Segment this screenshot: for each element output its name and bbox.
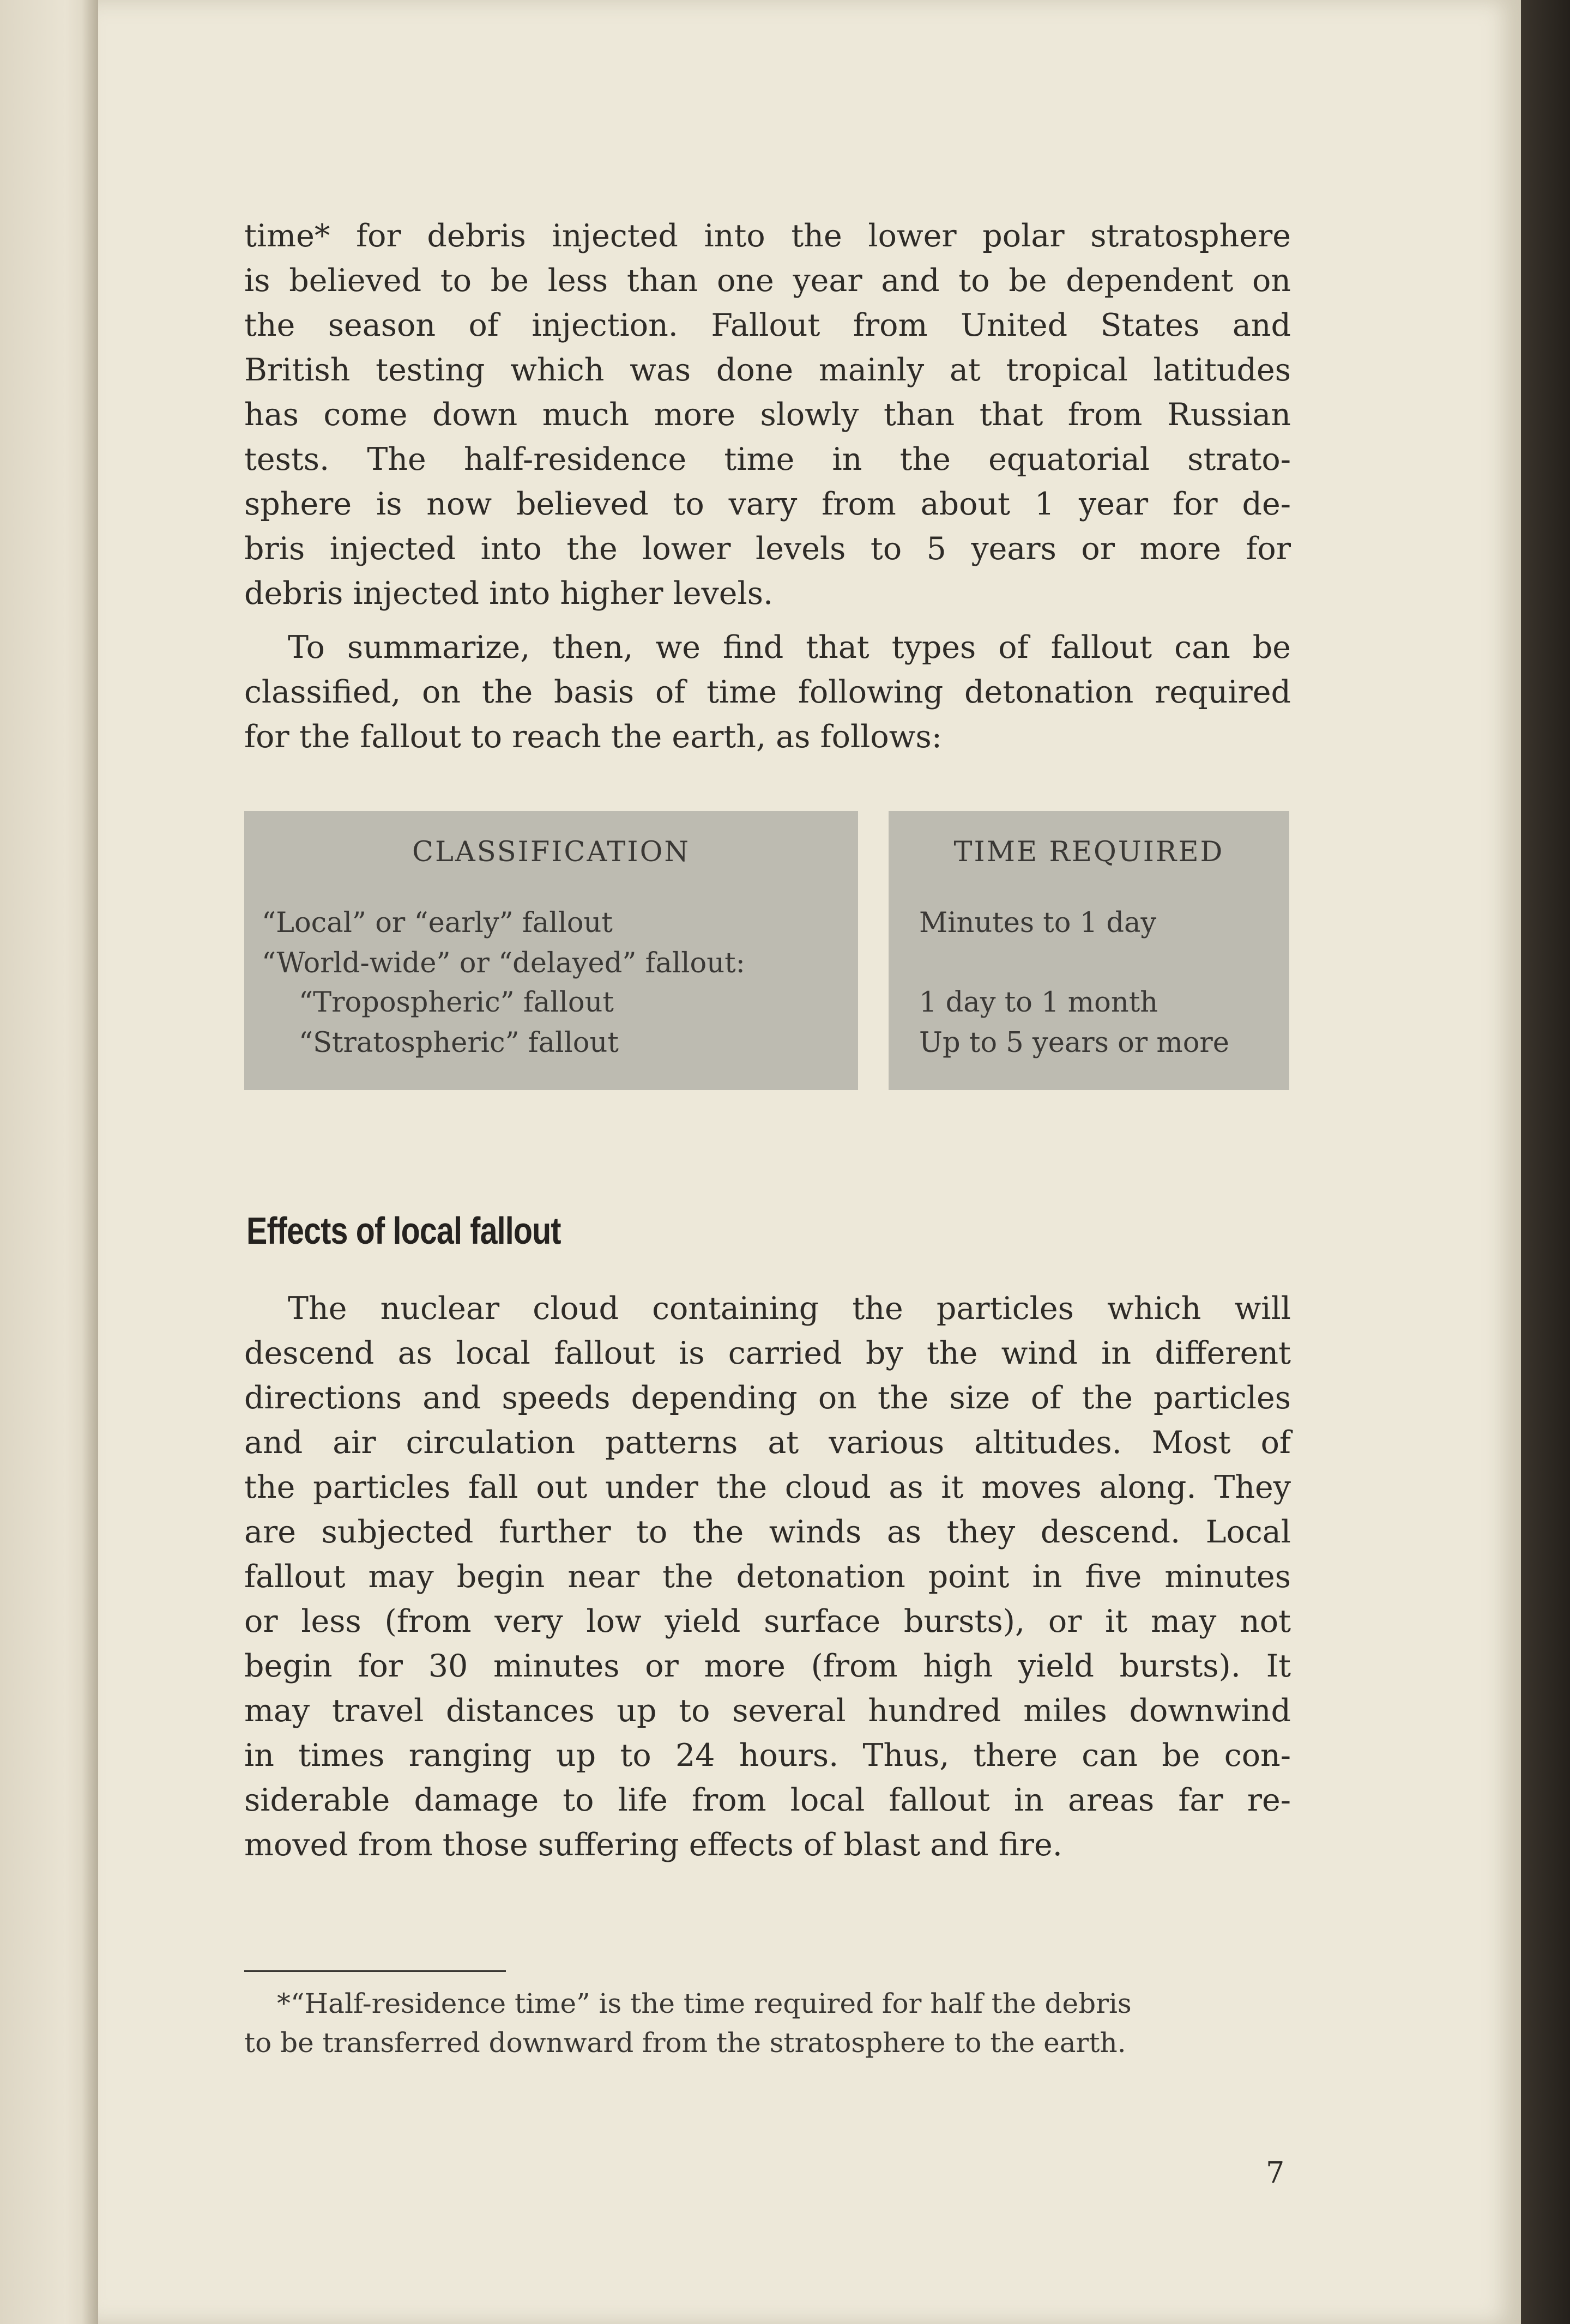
text-line: debris injected into higher levels. — [244, 576, 774, 612]
text-line: bris injected into the lower levels to 5 years or more for — [244, 531, 1291, 567]
text-line: may travel distances up to several hundred miles downwind — [244, 1693, 1291, 1729]
text-line: fallout may begin near the detonation point in five minutes — [244, 1559, 1291, 1595]
text-line: The nuclear cloud containing the particles which will — [288, 1291, 1291, 1327]
page-number: 7 — [1266, 2156, 1285, 2190]
footnote-line: to be transferred downward from the stratosphere to the earth. — [244, 2027, 1126, 2059]
text-line: has come down much more slowly than that from Russian — [244, 397, 1291, 433]
classification-cell: “World-wide” or “delayed” fallout: — [262, 947, 745, 979]
text-line: sphere is now believed to vary from about 1 year for de- — [244, 486, 1291, 522]
text-line: directions and speeds depending on the size of the particles — [244, 1380, 1291, 1416]
text-line: siderable damage to life from local fallout in areas far re- — [244, 1782, 1291, 1818]
text-line: begin for 30 minutes or more (from high yield bursts). It — [244, 1648, 1291, 1684]
text-line: is believed to be less than one year and to be dependent on — [244, 263, 1291, 299]
text-line: descend as local fallout is carried by the wind in different — [244, 1335, 1291, 1371]
paragraph-summary — [244, 625, 1291, 759]
text-line: To summarize, then, we find that types of fallout can be — [288, 630, 1291, 665]
classification-header: CLASSIFICATION — [412, 836, 691, 868]
text-line: classified, on the basis of time following detonation required — [244, 674, 1291, 710]
text-line: in times ranging up to 24 hours. Thus, there can be con- — [244, 1738, 1291, 1774]
text-line: tests. The half-residence time in the equatorial strato- — [244, 441, 1291, 477]
text-line: and air circulation patterns at various altitudes. Most of — [244, 1425, 1291, 1461]
time-required-box — [889, 811, 1289, 1090]
text-line: British testing which was done mainly at tropical latitudes — [244, 352, 1291, 388]
text-line: moved from those suffering effects of blast and fire. — [244, 1827, 1062, 1863]
text-line: the particles fall out under the cloud as it moves along. They — [244, 1469, 1291, 1505]
footnote-line: *“Half-residence time” is the time required for half the debris — [277, 1988, 1132, 2019]
paragraph-local-fallout — [244, 1286, 1291, 1867]
text-line: time* for debris injected into the lower polar stratosphere — [244, 218, 1291, 254]
time-cell: Up to 5 years or more — [919, 1027, 1229, 1059]
time-cell: Minutes to 1 day — [919, 907, 1157, 939]
time-required-header: TIME REQUIRED — [953, 836, 1224, 868]
paragraph-stratosphere — [244, 214, 1291, 616]
text-line: for the fallout to reach the earth, as follows: — [244, 719, 942, 755]
footnote-rule — [244, 1970, 506, 1972]
time-cell: 1 day to 1 month — [919, 987, 1158, 1019]
classification-cell: “Stratospheric” fallout — [299, 1027, 619, 1059]
background-edge — [1521, 0, 1570, 2324]
section-heading: Effects of local fallout — [246, 1209, 561, 1252]
classification-cell: “Local” or “early” fallout — [262, 907, 613, 939]
classification-cell: “Tropospheric” fallout — [299, 987, 614, 1019]
text-line: or less (from very low yield surface bursts), or it may not — [244, 1603, 1291, 1639]
classification-box — [244, 811, 858, 1090]
footnote — [244, 1984, 1291, 2062]
text-line: are subjected further to the winds as they descend. Local — [244, 1514, 1291, 1550]
text-line: the season of injection. Fallout from United States and — [244, 307, 1291, 343]
